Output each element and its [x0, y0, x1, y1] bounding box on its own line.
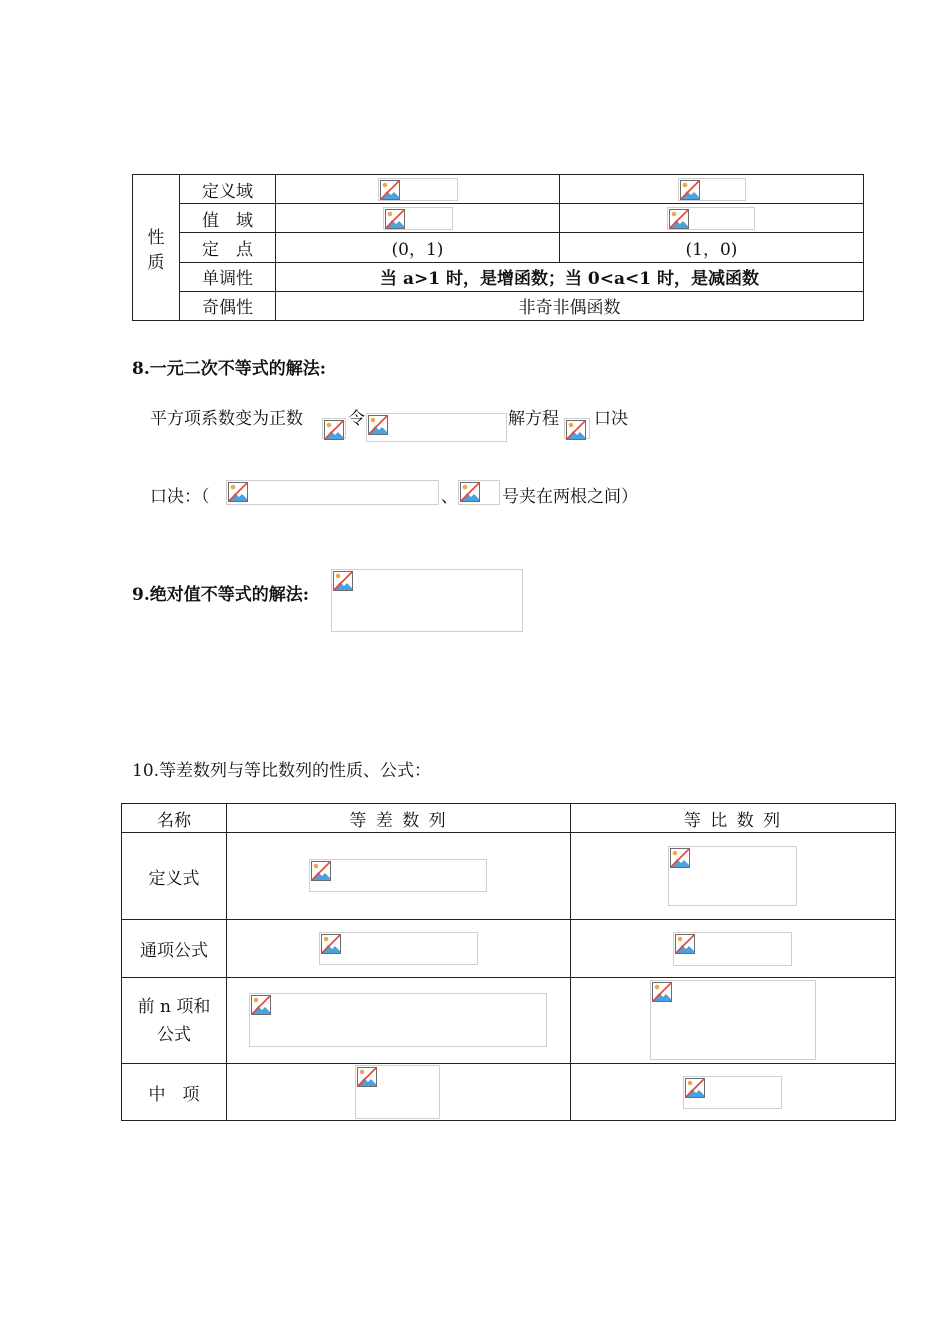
header-name: 名称: [122, 804, 227, 833]
formula-image: [383, 207, 453, 230]
formula-image: [564, 418, 590, 439]
broken-image-icon: [675, 934, 695, 954]
broken-image-icon: [685, 1078, 705, 1098]
broken-image-icon: [228, 482, 248, 502]
monotonicity-cell: 当 a>1 时，是增函数；当 0<a<1 时，是减函数: [276, 262, 864, 291]
row-label-parity: 奇偶性: [180, 291, 276, 320]
domain-cell-1: [276, 175, 560, 204]
function-properties-table: [132, 174, 864, 321]
formula-image: [678, 178, 746, 201]
formula-image: [650, 980, 816, 1060]
formula-image: [668, 846, 797, 906]
row-label-sum: [122, 978, 227, 1064]
broken-image-icon: [385, 209, 405, 229]
formula-image: [378, 178, 458, 201]
section-9-title: 9.绝对值不等式的解法:: [132, 585, 310, 605]
general-term-geometric-cell: [571, 920, 896, 978]
header-arithmetic: 等 差 数 列: [227, 804, 571, 833]
sum-label-line2: 公式: [157, 1024, 191, 1045]
formula-image: [309, 859, 487, 892]
group-label-2: 质: [147, 252, 165, 273]
group-label-1: 性: [147, 227, 165, 248]
section-8-line1-text-c: 解方程: [508, 409, 559, 429]
broken-image-icon: [321, 934, 341, 954]
broken-image-icon: [566, 420, 586, 440]
definition-arithmetic-cell: [227, 833, 571, 920]
formula-image: [226, 480, 439, 505]
sum-label-line1: 前 n 项和: [137, 996, 211, 1017]
formula-image: [683, 1076, 782, 1109]
broken-image-icon: [460, 482, 480, 502]
formula-image: [667, 207, 755, 230]
group-label-cell: [133, 175, 180, 321]
definition-geometric-cell: [571, 833, 896, 920]
parity-cell: 非奇非偶函数: [276, 291, 864, 320]
range-cell-1: [276, 204, 560, 233]
broken-image-icon: [669, 209, 689, 229]
formula-image: [319, 932, 478, 965]
section-8-line2-text-c: 号夹在两根之间）: [502, 487, 638, 507]
fixed-point-cell-2: (1，0): [560, 233, 864, 262]
formula-image: [458, 480, 500, 505]
fixed-point-cell-1: (0，1): [276, 233, 560, 262]
broken-image-icon: [680, 180, 700, 200]
row-label-domain: 定义域: [180, 175, 276, 204]
formula-image: [366, 413, 507, 442]
formula-image: [249, 993, 547, 1047]
sequence-formulas-table: [121, 803, 896, 1121]
section-8-title: 8.一元二次不等式的解法:: [132, 359, 327, 379]
row-label-range: 值 域: [180, 204, 276, 233]
broken-image-icon: [652, 982, 672, 1002]
formula-image: [331, 569, 523, 632]
middle-term-geometric-cell: [571, 1064, 896, 1121]
row-label-fixed-point: 定 点: [180, 233, 276, 262]
section-8-line1-text-b: 令: [348, 409, 365, 429]
section-8-line1-text-d: 口决: [594, 409, 628, 429]
row-label-definition: 定义式: [122, 833, 227, 920]
broken-image-icon: [357, 1067, 377, 1087]
section-8-line1-text-a: 平方项系数变为正数: [150, 409, 303, 429]
middle-term-arithmetic-cell: [227, 1064, 571, 1121]
general-term-arithmetic-cell: [227, 920, 571, 978]
sum-arithmetic-cell: [227, 978, 571, 1064]
row-label-middle-term: 中 项: [122, 1064, 227, 1121]
header-geometric: 等 比 数 列: [571, 804, 896, 833]
formula-image: [673, 932, 792, 966]
sum-geometric-cell: [571, 978, 896, 1064]
broken-image-icon: [368, 415, 388, 435]
broken-image-icon: [251, 995, 271, 1015]
section-8-line2-text-b: 、: [441, 487, 458, 507]
formula-image: [355, 1065, 440, 1119]
section-8-line2-text-a: 口决：（: [150, 487, 210, 507]
broken-image-icon: [380, 180, 400, 200]
section-10-title: 10.等差数列与等比数列的性质、公式：: [132, 761, 432, 781]
formula-image: [322, 418, 346, 439]
broken-image-icon: [324, 420, 344, 440]
domain-cell-2: [560, 175, 864, 204]
row-label-monotonicity: 单调性: [180, 262, 276, 291]
range-cell-2: [560, 204, 864, 233]
row-label-general-term: 通项公式: [122, 920, 227, 978]
broken-image-icon: [311, 861, 331, 881]
broken-image-icon: [333, 571, 353, 591]
broken-image-icon: [670, 848, 690, 868]
